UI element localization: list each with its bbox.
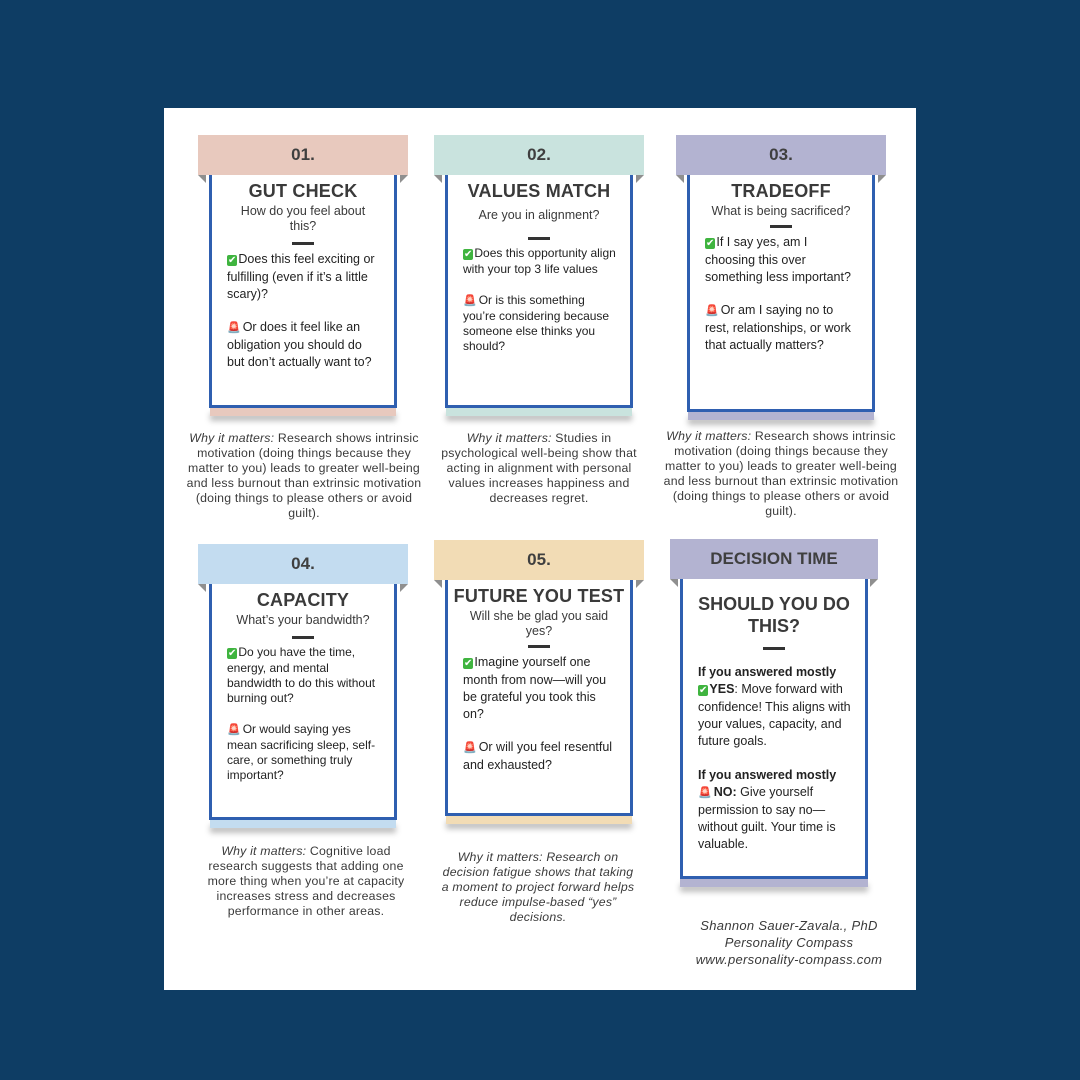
yes-question: ✔ Does this feel exciting or fulfilling (even if it’s a little scary)? — [227, 252, 375, 301]
author-credit — [664, 917, 914, 968]
divider — [770, 225, 792, 228]
decision-yes: If you answered mostly ✔ YES: Move forward with confidence! This aligns with your values, capacity, and future goals. — [698, 665, 851, 748]
yes-question: ✔ Does this opportunity align with your top 3 life values — [463, 246, 616, 276]
alert-icon: 🚨 — [463, 742, 477, 754]
divider — [528, 645, 550, 648]
yes-question: ✔ Imagine yourself one month from now—will you be grateful you took this on? — [463, 655, 607, 721]
card-body — [687, 175, 875, 412]
why-it-matters: Why it matters: Research on decision fatigue shows that taking a moment to project forward helps reduce impulse-based “yes” decisions. — [441, 850, 635, 924]
check-icon: ✔ — [464, 658, 473, 669]
card-title: GUT CHECK — [248, 181, 358, 201]
no-question: 🚨 Or does it feel like an obligation you should do but don’t actually want to? — [227, 320, 372, 369]
check-icon: ✔ — [228, 255, 237, 266]
card-body — [445, 580, 633, 816]
card-base — [446, 816, 632, 824]
divider — [292, 242, 314, 245]
check-icon: ✔ — [699, 685, 708, 696]
card-capacity — [198, 544, 408, 828]
card-number: 01. — [198, 135, 408, 175]
check-icon: ✔ — [706, 238, 715, 249]
card-number: 04. — [198, 544, 408, 584]
alert-icon: 🚨 — [705, 305, 719, 317]
organization: Personality Compass — [724, 935, 854, 950]
alert-icon: 🚨 — [463, 295, 477, 307]
card-body — [445, 175, 633, 408]
why-it-matters: Why it matters: Research shows intrinsic motivation (doing things because they matter to you) leads to greater well-being and less burnout than extrinsic motivation (doing things to please others or avoid guilt). — [663, 429, 899, 518]
card-title: CAPACITY — [256, 590, 350, 610]
card-decision-time — [670, 539, 878, 887]
divider — [292, 636, 314, 639]
divider — [528, 237, 550, 240]
card-title: FUTURE YOU TEST — [453, 586, 625, 606]
alert-icon: 🚨 — [227, 322, 241, 334]
why-it-matters: Why it matters: Research shows intrinsic motivation (doing things because they matter to you) leads to greater well-being and less burnout than extrinsic motivation (doing things to please others or avoid guilt). — [186, 431, 422, 520]
card-title: TRADEOFF — [731, 181, 831, 201]
no-question: 🚨 Or am I saying no to rest, relationships, or work that actually matters? — [705, 303, 851, 352]
card-base — [210, 408, 396, 416]
decision-body — [680, 579, 868, 879]
check-icon: ✔ — [228, 648, 237, 659]
card-base — [680, 879, 868, 887]
card-subtitle: What is being sacrificed? — [711, 204, 851, 218]
decision-no: If you answered mostly 🚨 NO: Give yourself permission to say no—without guilt. Your time is valuable. — [698, 768, 837, 851]
check-icon: ✔ — [464, 249, 473, 260]
no-question: 🚨 Or is this something you’re considering because someone else thinks you should? — [463, 293, 610, 353]
card-gut-check — [198, 135, 408, 416]
why-it-matters: Why it matters: Cognitive load research suggests that adding one more thing when you’re at capacity increases stress and decreases performance in other areas. — [207, 844, 405, 918]
no-question: 🚨 Or will you feel resentful and exhausted? — [463, 740, 613, 772]
why-it-matters: Why it matters: Studies in psychological well-being show that acting in alignment with personal values increases happiness and decreases regret. — [441, 431, 637, 505]
author-name: Shannon Sauer-Zavala., PhD — [700, 918, 878, 933]
card-title: VALUES MATCH — [467, 181, 611, 201]
yes-question: ✔ Do you have the time, energy, and mental bandwidth to do this without burning out? — [227, 645, 376, 705]
card-base — [210, 820, 396, 828]
alert-icon: 🚨 — [698, 787, 712, 799]
website-link[interactable]: www.personality-compass.com — [695, 952, 883, 967]
card-number: 05. — [434, 540, 644, 580]
card-base — [688, 412, 874, 420]
card-subtitle: What’s your bandwidth? — [236, 613, 370, 627]
card-number: 03. — [676, 135, 886, 175]
card-future-you-test — [434, 540, 644, 824]
alert-icon: 🚨 — [227, 724, 241, 736]
decision-title: SHOULD YOU DO THIS? — [698, 594, 850, 636]
card-values-match — [434, 135, 644, 416]
card-base — [446, 408, 632, 416]
card-subtitle: How do you feel about this? — [240, 204, 366, 233]
card-subtitle: Are you in alignment? — [478, 208, 600, 222]
no-question: 🚨 Or would saying yes mean sacrificing sleep, self-care, or something truly important? — [227, 722, 376, 782]
card-number: 02. — [434, 135, 644, 175]
infographic-sheet — [164, 108, 916, 990]
card-subtitle: Will she be glad you said yes? — [469, 609, 609, 638]
yes-question: ✔ If I say yes, am I choosing this over something less important? — [705, 235, 851, 284]
decision-tab: DECISION TIME — [670, 539, 878, 579]
card-body — [209, 584, 397, 820]
card-tradeoff — [676, 135, 886, 420]
card-body — [209, 175, 397, 408]
divider — [763, 647, 785, 650]
